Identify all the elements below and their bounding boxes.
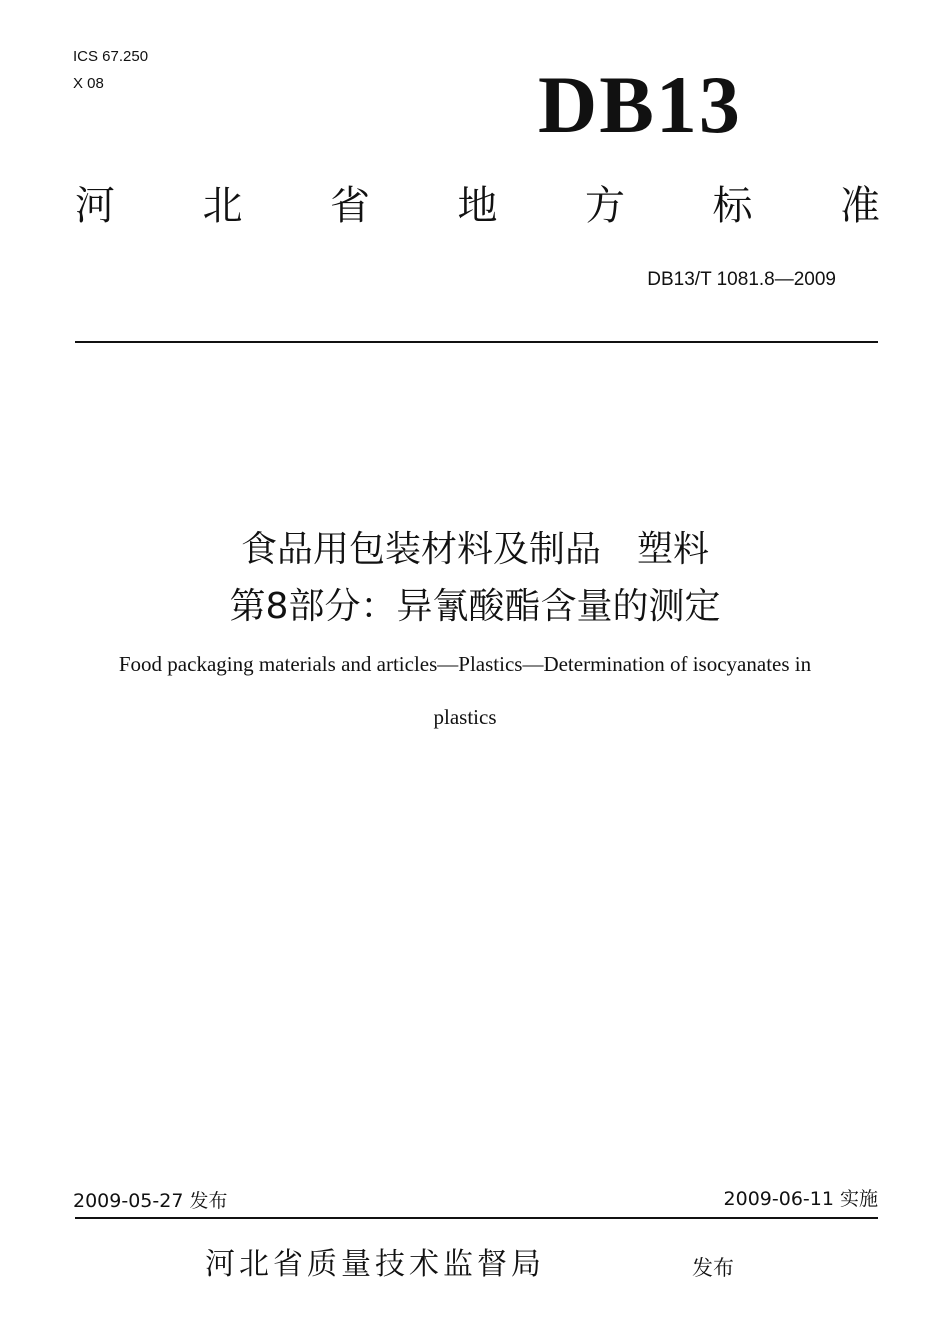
title-en-line-1: Food packaging materials and articles—Plastics—Determination of isocyanates in	[118, 652, 812, 676]
title-en-line-2: plastics	[433, 705, 497, 729]
header-divider	[75, 341, 878, 343]
standard-type-char: 地	[457, 183, 498, 229]
publisher-name: 河北省质量技术监督局	[205, 1247, 545, 1282]
standard-type-char: 方	[585, 183, 625, 229]
standard-number: DB13/T 1081.8—2009	[647, 269, 836, 290]
ics-code: ICS 67.250	[73, 48, 149, 65]
standard-type-char: 省	[330, 183, 370, 229]
footer-divider	[75, 1217, 878, 1219]
issue-date: 2009-05-27 发布	[73, 1190, 228, 1212]
publish-label: 发布	[692, 1256, 734, 1280]
standard-mark: DB13	[538, 59, 742, 150]
standard-type-char: 标	[712, 183, 753, 229]
title-zh-line-2: 第8部分：异氰酸酯含量的测定	[229, 586, 721, 627]
standard-type-title	[75, 180, 880, 232]
title-zh-line-1: 食品用包装材料及制品 塑料	[240, 529, 709, 570]
standard-type-char: 河	[75, 183, 115, 229]
ccs-code: X 08	[73, 75, 104, 92]
standard-type-char: 北	[202, 183, 243, 229]
standard-type-char: 准	[840, 183, 880, 229]
implementation-date: 2009-06-11 实施	[723, 1188, 878, 1210]
